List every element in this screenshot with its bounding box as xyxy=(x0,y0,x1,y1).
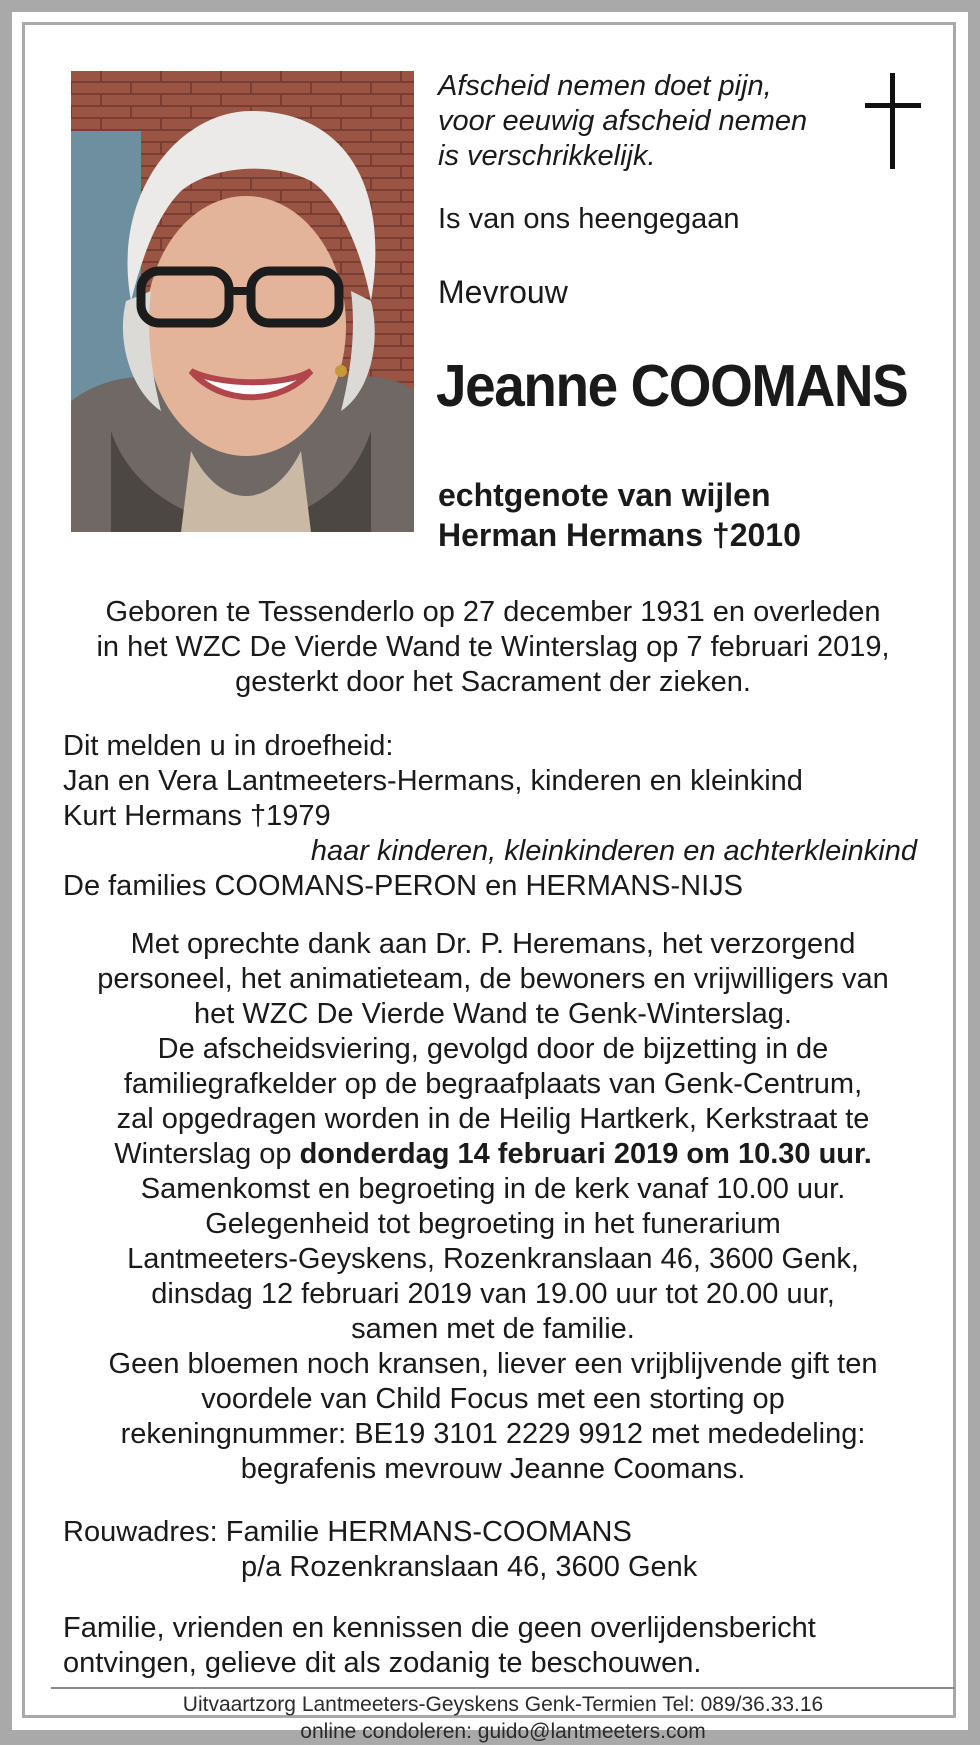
footer-condolence: online condoleren: guido@lantmeeters.com xyxy=(300,1720,706,1743)
announce-line: Jan en Vera Lantmeeters-Hermans, kinderen en kleinkind xyxy=(63,765,803,797)
opening-quote xyxy=(438,69,858,174)
thanks-line: zal opgedragen worden in de Heilig Hartkerk, Kerkstraat te xyxy=(116,1103,870,1135)
thanks-line: familiegrafkelder op de begraafplaats van Genk-Centrum, xyxy=(123,1068,863,1100)
footer-divider xyxy=(51,1687,955,1689)
family-note-line: ontvingen, gelieve dit als zodanig te beschouwen. xyxy=(63,1647,702,1679)
footer-funeral-home: Uitvaartzorg Lantmeeters-Geyskens Genk-Termien Tel: 089/36.33.16 xyxy=(182,1693,824,1716)
quote-line: is verschrikkelijk. xyxy=(438,140,656,172)
birth-line: in het WZC De Vierde Wand te Winterslag op 7 februari 2019, xyxy=(96,631,890,663)
announcement-paragraph xyxy=(63,729,923,904)
announce-families-line: De families COOMANS-PERON en HERMANS-NIJS xyxy=(63,870,743,902)
mourning-address-line: Rouwadres: Familie HERMANS-COOMANS xyxy=(63,1516,632,1548)
thanks-line: begrafenis mevrouw Jeanne Coomans. xyxy=(240,1453,746,1485)
thanks-line: Met oprechte dank aan Dr. P. Heremans, het verzorgend xyxy=(130,928,856,960)
spouse-info xyxy=(438,475,801,555)
mourning-address xyxy=(63,1515,923,1585)
spouse-line: echtgenote van wijlen xyxy=(438,477,771,513)
portrait-photo xyxy=(71,71,414,532)
thanks-line: Lantmeeters-Geyskens, Rozenkranslaan 46, 3600 Genk, xyxy=(127,1243,859,1275)
portrait-illustration xyxy=(71,71,414,532)
thanks-line: Samenkomst en begroeting in de kerk vanaf 10.00 uur. xyxy=(140,1173,846,1205)
thanks-line: voordele van Child Focus met een storting op xyxy=(201,1383,785,1415)
page-frame xyxy=(12,12,968,1743)
footer xyxy=(51,1691,955,1745)
birth-death-paragraph xyxy=(63,595,923,700)
thanks-line: dinsdag 12 februari 2019 van 19.00 uur tot 20.00 uur, xyxy=(151,1278,835,1310)
spouse-line: Herman Hermans †2010 xyxy=(438,517,801,553)
thanks-line: personeel, het animatieteam, de bewoners en vrijwilligers van xyxy=(97,963,889,995)
thanks-line: De afscheidsviering, gevolgd door de bijzetting in de xyxy=(157,1033,829,1065)
deceased-name: Jeanne COOMANS xyxy=(436,353,908,419)
quote-line: Afscheid nemen doet pijn, xyxy=(438,70,772,102)
ceremony-date: donderdag 14 februari 2019 om 10.30 uur. xyxy=(299,1138,872,1170)
quote-line: voor eeuwig afscheid nemen xyxy=(438,105,808,137)
thanks-line: samen met de familie. xyxy=(351,1313,635,1345)
announce-line: Kurt Hermans †1979 xyxy=(63,800,331,832)
honorific: Mevrouw xyxy=(438,274,568,310)
thanks-and-ceremony-paragraph xyxy=(63,927,923,1487)
birth-line: gesterkt door het Sacrament der zieken. xyxy=(235,666,751,698)
thanks-line: Gelegenheid tot begroeting in het funerarium xyxy=(205,1208,781,1240)
birth-line: Geboren te Tessenderlo op 27 december 1931 en overleden xyxy=(105,596,881,628)
intro-text: Is van ons heengegaan xyxy=(438,203,740,235)
family-note xyxy=(63,1611,923,1681)
thanks-line: het WZC De Vierde Wand te Genk-Winterslag. xyxy=(194,998,792,1030)
announce-italic-line: haar kinderen, kleinkinderen en achterkleinkind xyxy=(310,835,917,867)
ceremony-date-prefix: Winterslag op xyxy=(114,1138,300,1170)
ceremony-date-line xyxy=(63,1137,923,1172)
thanks-line: rekeningnummer: BE19 3101 2229 9912 met mededeling: xyxy=(120,1418,866,1450)
mourning-address-line: p/a Rozenkranslaan 46, 3600 Genk xyxy=(241,1551,698,1583)
announce-line: Dit melden u in droefheid: xyxy=(63,730,394,762)
thanks-line: Geen bloemen noch kransen, liever een vrijblijvende gift ten xyxy=(108,1348,878,1380)
cross-icon xyxy=(865,73,921,169)
notice-card xyxy=(22,22,956,1743)
family-note-line: Familie, vrienden en kennissen die geen overlijdensbericht xyxy=(63,1612,816,1644)
